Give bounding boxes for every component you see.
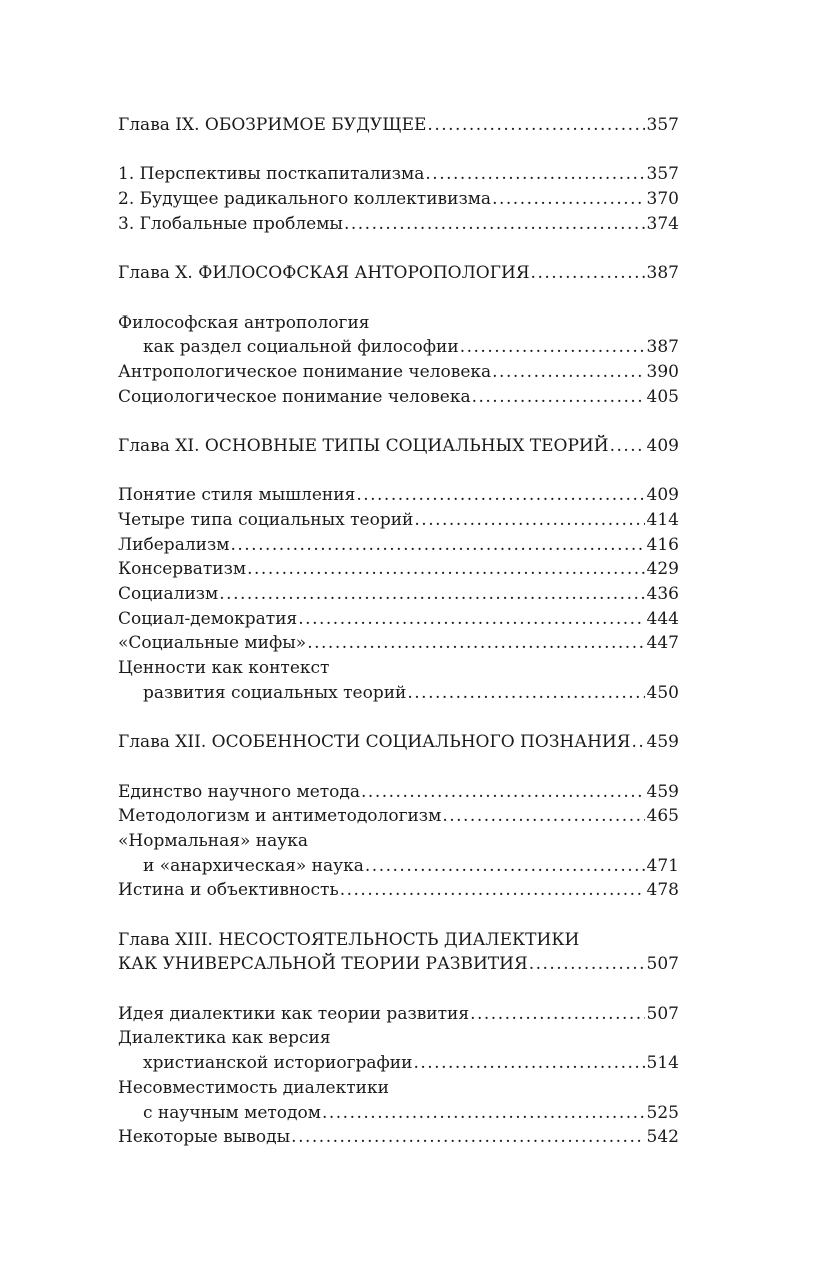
- entry-title-continued: с научным методом: [143, 1102, 321, 1123]
- page-number: 507: [646, 954, 679, 975]
- page-number: 390: [646, 361, 679, 382]
- entry-title: Четыре типа социальных теорий: [118, 510, 414, 530]
- page-number: 525: [646, 1102, 679, 1123]
- dot-leader: [425, 162, 644, 187]
- toc-entry[interactable]: [118, 360, 679, 385]
- dot-leader: [340, 878, 645, 903]
- toc-entry[interactable]: [118, 804, 679, 829]
- dot-leader: [529, 952, 645, 977]
- toc-entry[interactable]: [118, 483, 679, 508]
- entry-title: Единство научного метода: [118, 781, 361, 802]
- chapter-heading[interactable]: [118, 434, 679, 459]
- page-number: 478: [646, 880, 679, 901]
- page-number: 387: [646, 263, 679, 284]
- toc-entry[interactable]: [118, 607, 679, 632]
- page-number: 459: [646, 732, 679, 753]
- page-number: 405: [646, 386, 679, 407]
- page-number: 507: [646, 1003, 679, 1024]
- dot-leader: [427, 113, 644, 138]
- chapter-title: Глава XIII. НЕСОСТОЯТЕЛЬНОСТЬ ДИАЛЕКТИКИ: [118, 929, 580, 950]
- page-number: 409: [646, 485, 679, 506]
- toc-entry-first-line[interactable]: [118, 1076, 679, 1101]
- dot-leader: [356, 483, 644, 508]
- entry-title: Ценности как контекст: [118, 658, 330, 679]
- entry-title: Методологизм и антиметодологизм: [118, 806, 442, 827]
- toc-entry[interactable]: [118, 1101, 679, 1126]
- chapter-heading-first-line[interactable]: [118, 928, 679, 953]
- chapter-title: Глава XII. ОСОБЕННОСТИ СОЦИАЛЬНОГО ПОЗНАНИЯ: [118, 732, 631, 753]
- entry-title: Диалектика как версия: [118, 1028, 331, 1049]
- dot-leader: [531, 261, 645, 286]
- page-number: 471: [646, 855, 679, 876]
- chapter-title-continued: КАК УНИВЕРСАЛЬНОЙ ТЕОРИИ РАЗВИТИЯ: [118, 954, 528, 975]
- toc-entry[interactable]: [118, 533, 679, 558]
- toc-entry[interactable]: [118, 854, 679, 879]
- toc-entry[interactable]: [118, 385, 679, 410]
- dot-leader: [610, 434, 645, 459]
- dot-leader: [470, 1002, 644, 1027]
- page-number: 429: [646, 559, 679, 580]
- entry-title: Понятие стиля мышления: [118, 485, 356, 506]
- dot-leader: [247, 557, 644, 582]
- dot-leader: [291, 1125, 644, 1150]
- toc-entry[interactable]: [118, 780, 679, 805]
- toc-entry-first-line[interactable]: [118, 311, 679, 336]
- page-number: 414: [646, 510, 679, 530]
- chapter-title: Глава XI. ОСНОВНЫЕ ТИПЫ СОЦИАЛЬНЫХ ТЕОРИЙ: [118, 435, 609, 456]
- chapter-heading[interactable]: [118, 261, 679, 286]
- toc-entry-first-line[interactable]: [118, 1026, 679, 1051]
- entry-title-continued: и «анархическая» наука: [143, 855, 364, 876]
- entry-title-continued: как раздел социальной философии: [143, 337, 459, 358]
- page-number: 542: [646, 1127, 679, 1148]
- page-number: 374: [646, 213, 679, 234]
- entry-title: Либерализм: [118, 534, 230, 555]
- dot-leader: [632, 730, 645, 755]
- chapter-title: Глава IX. ОБОЗРИМОЕ БУДУЩЕЕ: [118, 115, 427, 135]
- table-of-contents: [118, 113, 679, 1150]
- toc-entry[interactable]: [118, 1125, 679, 1150]
- dot-leader: [298, 607, 644, 632]
- toc-entry-first-line[interactable]: [118, 829, 679, 854]
- toc-entry[interactable]: [118, 212, 679, 237]
- dot-leader: [219, 582, 644, 607]
- entry-title: 2. Будущее радикального коллективизма: [118, 189, 492, 210]
- toc-entry[interactable]: [118, 582, 679, 607]
- chapter-heading[interactable]: [118, 952, 679, 977]
- page-number: 387: [646, 337, 679, 358]
- chapter-heading[interactable]: [118, 730, 679, 755]
- entry-title: 3. Глобальные проблемы: [118, 213, 343, 234]
- toc-entry[interactable]: [118, 1002, 679, 1027]
- entry-title: «Нормальная» наука: [118, 830, 308, 851]
- toc-entry[interactable]: [118, 335, 679, 360]
- entry-title: Философская антропология: [118, 312, 370, 333]
- toc-entry[interactable]: [118, 187, 679, 212]
- entry-title: «Социальные мифы»: [118, 633, 307, 654]
- toc-entry[interactable]: [118, 631, 679, 656]
- toc-entry-first-line[interactable]: [118, 656, 679, 681]
- dot-leader: [407, 681, 644, 706]
- dot-leader: [460, 335, 645, 360]
- toc-entry[interactable]: [118, 1051, 679, 1076]
- dot-leader: [492, 187, 644, 212]
- page-number: 444: [646, 608, 679, 629]
- entry-title: Некоторые выводы: [118, 1127, 291, 1148]
- page-number: 514: [646, 1053, 679, 1074]
- page-number: 416: [646, 534, 679, 555]
- entry-title: Консерватизм: [118, 559, 247, 580]
- dot-leader: [344, 212, 645, 237]
- page-number: 357: [646, 164, 679, 185]
- entry-title: Антропологическое понимание человека: [118, 361, 492, 382]
- chapter-title: Глава X. ФИЛОСОФСКАЯ АНТОРОПОЛОГИЯ: [118, 263, 530, 284]
- toc-entry[interactable]: [118, 681, 679, 706]
- entry-title: Социал-демократия: [118, 608, 298, 629]
- dot-leader: [230, 533, 644, 558]
- entry-title-continued: христианской историографии: [143, 1053, 413, 1074]
- entry-title: Идея диалектики как теории развития: [118, 1003, 470, 1024]
- dot-leader: [414, 508, 644, 533]
- page-number: 357: [646, 115, 679, 135]
- dot-leader: [413, 1051, 644, 1076]
- toc-entry[interactable]: [118, 557, 679, 582]
- page-number: 370: [646, 189, 679, 210]
- page-number: 450: [646, 682, 679, 703]
- dot-leader: [365, 854, 645, 879]
- page-number: 436: [646, 584, 679, 605]
- entry-title-continued: развития социальных теорий: [143, 682, 407, 703]
- toc-entry[interactable]: [118, 878, 679, 903]
- page-number: 459: [646, 781, 679, 802]
- entry-title: Истина и объективность: [118, 880, 339, 901]
- entry-title: 1. Перспективы посткапитализма: [118, 164, 425, 185]
- dot-leader: [322, 1101, 645, 1126]
- dot-leader: [472, 385, 645, 410]
- chapter-heading[interactable]: [118, 113, 679, 138]
- entry-title: Социологическое понимание человека: [118, 386, 471, 407]
- dot-leader: [442, 804, 644, 829]
- page-number: 447: [646, 633, 679, 654]
- page-number: 465: [646, 806, 679, 827]
- page-number: 409: [646, 435, 679, 456]
- dot-leader: [307, 631, 644, 656]
- entry-title: Несовместимость диалектики: [118, 1077, 389, 1098]
- entry-title: Социализм: [118, 584, 219, 605]
- dot-leader: [361, 780, 645, 805]
- toc-entry[interactable]: [118, 508, 679, 533]
- dot-leader: [492, 360, 644, 385]
- toc-entry[interactable]: [118, 162, 679, 187]
